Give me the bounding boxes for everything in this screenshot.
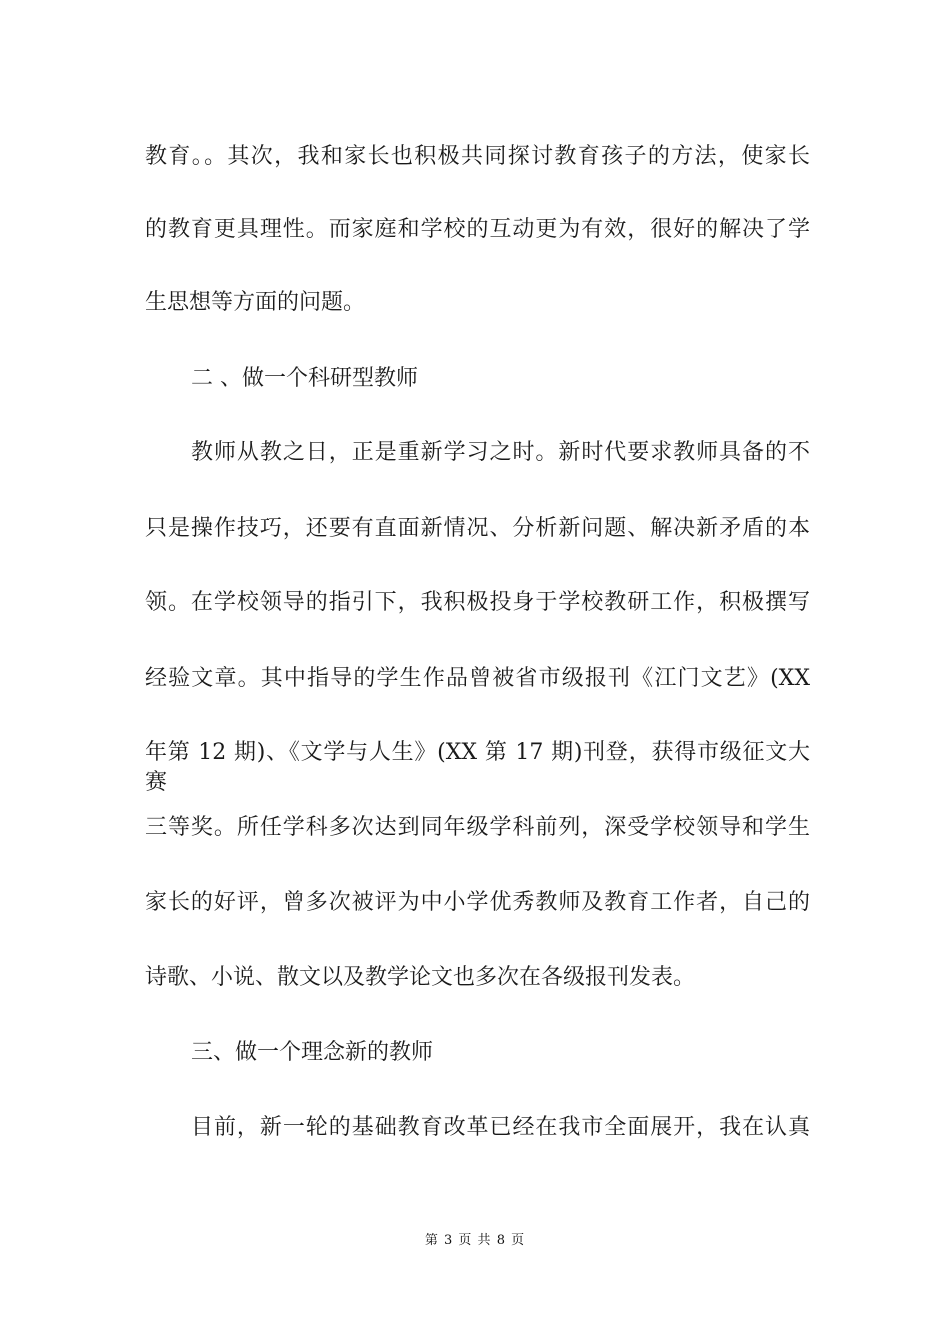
section-heading: 二 、做一个科研型教师 xyxy=(191,366,418,391)
page-footer: 第 3 页 共 8 页 xyxy=(424,1233,526,1248)
section-heading: 三、做一个理念新的教师 xyxy=(191,1040,434,1065)
paragraph-line: 教师从教之日，正是重新学习之时。新时代要求教师具备的不 xyxy=(191,440,810,465)
paragraph-line: 家长的好评，曾多次被评为中小学优秀教师及教育工作者，自己的 xyxy=(145,890,810,915)
paragraph-line: 教育。。其次，我和家长也积极共同探讨教育孩子的方法，使家长 xyxy=(145,144,810,169)
paragraph-line: 只是操作技巧，还要有直面新情况、分析新问题、解决新矛盾的本 xyxy=(145,516,810,541)
paragraph-line: 三等奖。所任学科多次达到同年级学科前列，深受学校领导和学生 xyxy=(145,815,810,840)
paragraph-line: 生思想等方面的问题。 xyxy=(145,290,366,315)
paragraph-line: 年第 12 期)、《文学与人生》(XX 第 17 期)刊登，获得市级征文大赛 xyxy=(145,740,810,795)
paragraph-line: 诗歌、小说、散文以及教学论文也多次在各级报刊发表。 xyxy=(145,965,696,990)
paragraph-line: 目前，新一轮的基础教育改革已经在我市全面展开，我在认真 xyxy=(191,1115,810,1140)
paragraph-line: 领。在学校领导的指引下，我积极投身于学校教研工作，积极撰写 xyxy=(145,590,810,615)
paragraph-line: 的教育更具理性。而家庭和学校的互动更为有效，很好的解决了学 xyxy=(145,217,810,242)
paragraph-line: 经验文章。其中指导的学生作品曾被省市级报刊《江门文艺》(XX xyxy=(145,666,810,691)
